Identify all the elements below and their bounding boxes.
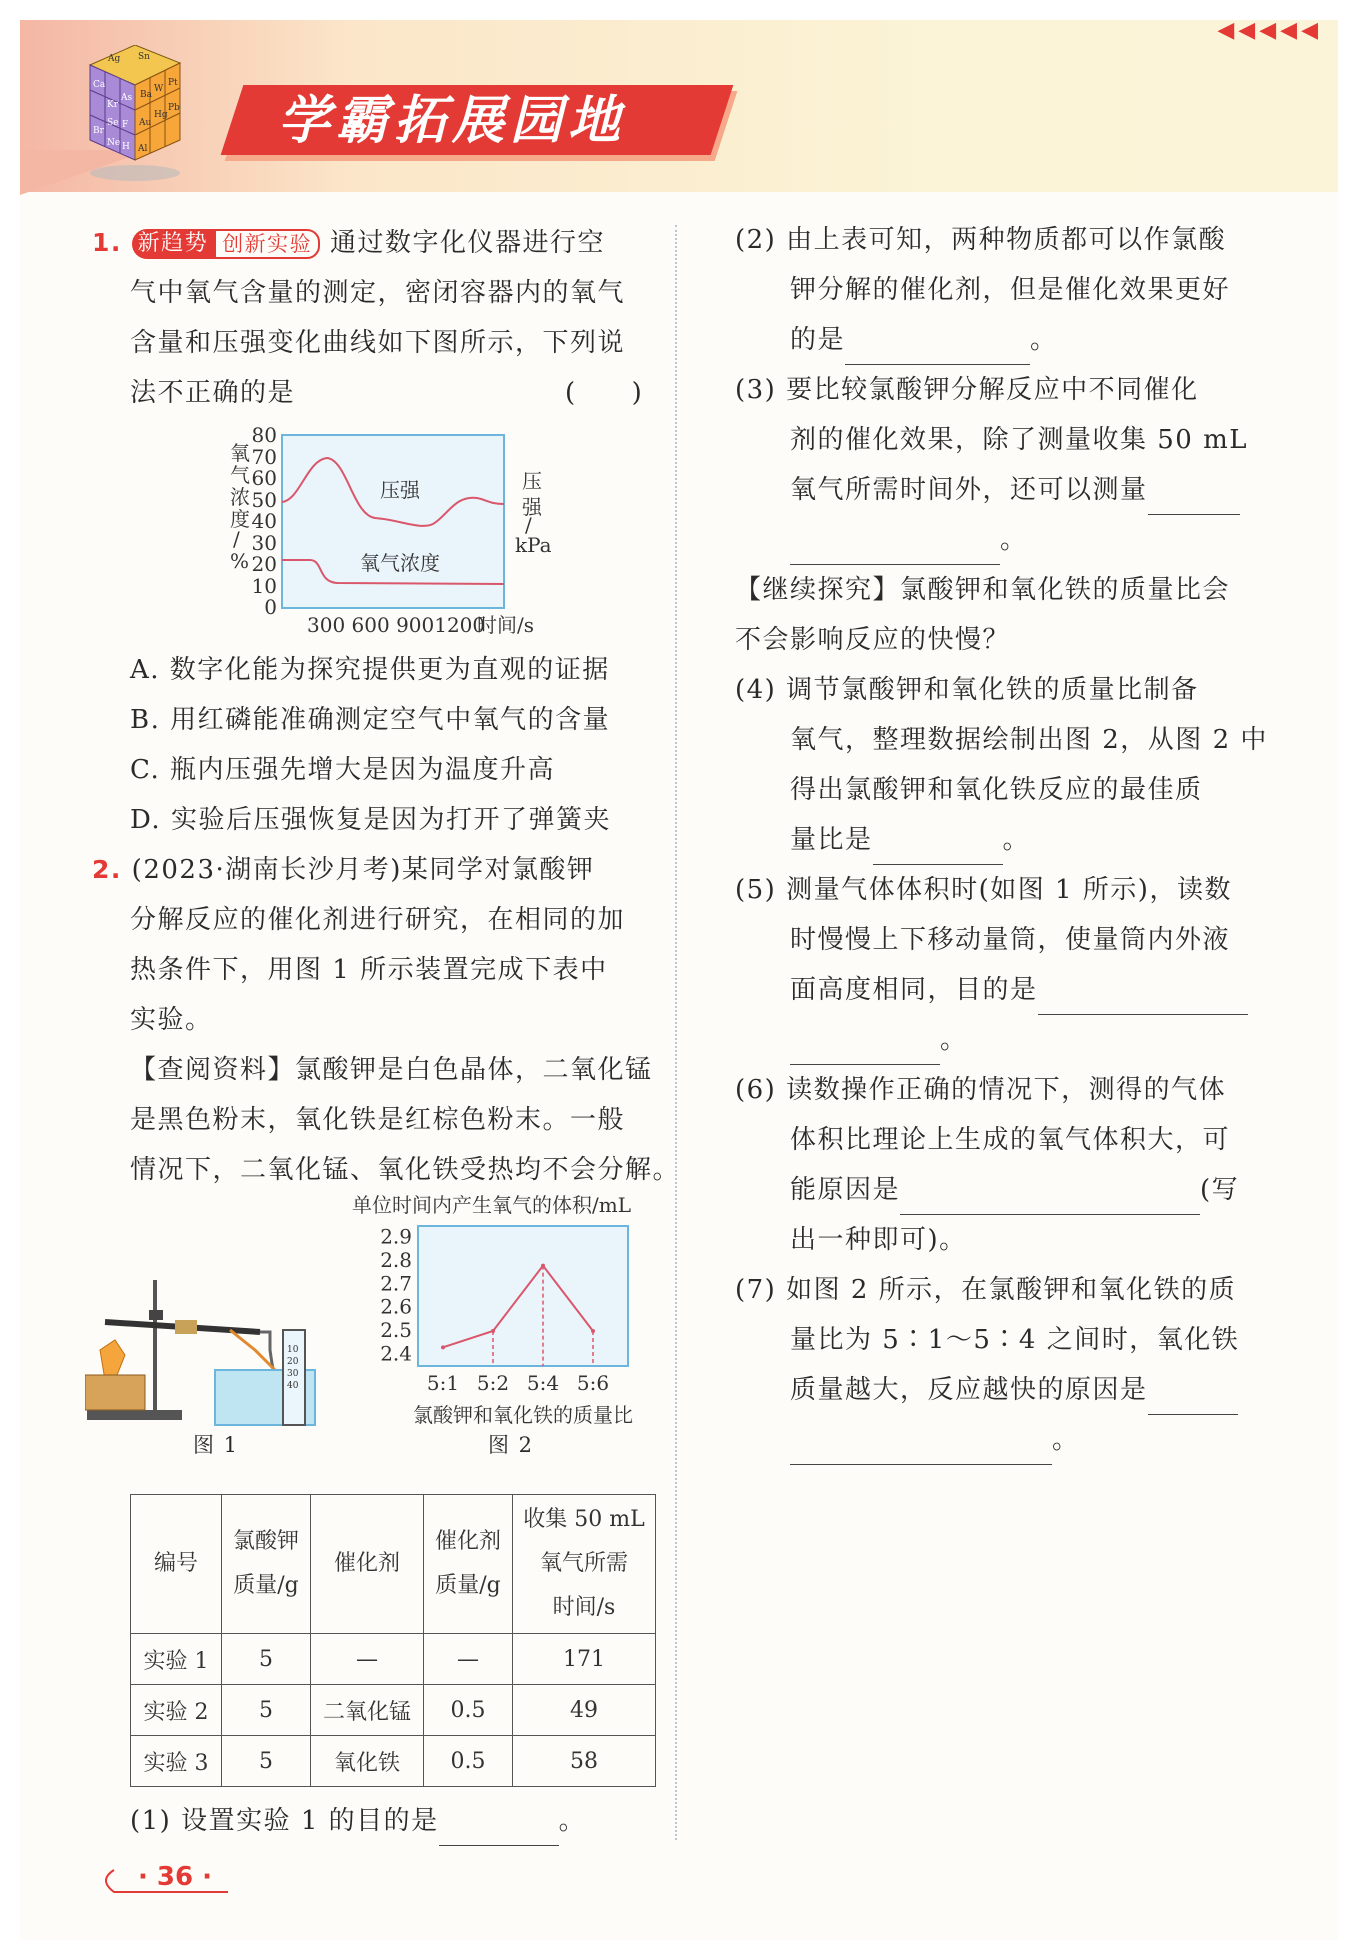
header-line: 催化剂 [333,1551,400,1576]
q2-text: 实验。 [130,1005,213,1035]
header-line: 时间/s [552,1595,616,1620]
y-left-label-char: % [230,549,250,573]
q2-sub5 [790,1015,968,1065]
q2-sub2-text: 的是 [790,325,846,355]
cube-element-label: Hg [154,110,168,120]
answer-blank[interactable] [1038,978,1248,1015]
answer-blank[interactable] [900,1178,1200,1215]
y-right-label-char: / [525,513,532,537]
q2-sub5-text: 面高度相同，目的是 [790,975,1038,1005]
q1-first-line [92,218,605,268]
reference-info: 【查阅资料】氯酸钾是白色晶体，二氧化锰 [130,1055,653,1085]
y-tick-label: 80 [251,423,277,447]
answer-blank[interactable] [1148,1378,1238,1415]
fig2-caption: 图 2 [488,1433,534,1457]
cube-element-label: Pt [168,78,178,88]
y-left-label [230,441,250,573]
q2-sub7-text: 质量越大，反应越快的原因是 [790,1375,1148,1405]
period: 。 [1002,825,1031,855]
answer-blank[interactable] [439,1809,559,1846]
q1-number: 1. [92,228,122,257]
period: 。 [558,1806,587,1836]
table-header-row [131,1495,656,1634]
q1-text: 法不正确的是 [130,378,296,408]
q1-option-a: A. 数字化能为探究提供更为直观的证据 [130,655,610,685]
q2-sub5 [790,965,1248,1015]
y-tick-label: 30 [251,531,277,555]
x-tick-label: 5:4 [526,1371,560,1395]
y-tick-label: 50 [251,488,277,512]
x-tick-label: 5:2 [476,1371,510,1395]
chart-title: 单位时间内产生氧气的体积/mL [352,1193,631,1217]
q1-text: 通过数字化仪器进行空 [329,228,605,258]
q2-sub2 [790,315,1058,365]
further-inquiry: 【继续探究】氯酸钾和氧化铁的质量比会 [735,575,1231,605]
experiment-table [130,1494,656,1787]
table-cell: 0.5 [424,1685,513,1736]
q2-text: 热条件下，用图 1 所示装置完成下表中 [130,955,608,985]
q1-option-d: D. 实验后压强恢复是因为打开了弹簧夹 [130,805,611,835]
q1-option-b: B. 用红磷能准确测定空气中氧气的含量 [130,705,611,735]
cube-element-label: Al [138,144,148,154]
table-cell: — [311,1634,424,1685]
q2-sub7 [790,1365,1238,1415]
header-line: 编号 [153,1551,198,1576]
y-tick-label: 2.7 [380,1271,412,1296]
y-left-label-char: 度 [230,507,250,531]
chart2-y-ticks [380,1225,412,1366]
y-tick-label: 70 [251,445,277,469]
cube-element-label: Sn [138,52,150,62]
x-axis-label: 时间/s [477,613,535,637]
cube-element-label: As [121,93,133,103]
table-cell: 实验 3 [131,1736,222,1787]
cylinder-scale: 20 [287,1357,299,1367]
y-tick-label: 20 [251,552,277,576]
y-left-label-char: 气 [230,463,250,487]
q2-sub5: (5) 测量气体体积时(如图 1 所示)，读数 [735,875,1232,905]
table-header-cell [424,1495,513,1634]
cube-element-label: Br [93,126,104,136]
answer-blank[interactable] [1148,478,1240,515]
q2-text: 分解反应的催化剂进行研究，在相同的加 [130,905,626,935]
q2-sub7 [790,1415,1080,1465]
reference-info: 情况下，二氧化锰、氧化铁受热均不会分解。 [130,1155,681,1185]
page-title: 学霸拓展园地 [278,91,627,151]
answer-blank[interactable] [790,1428,1052,1465]
table-cell: 0.5 [424,1736,513,1787]
answer-bracket: ( ) [565,378,644,408]
q2-sub4: (4) 调节氯酸钾和氧化铁的质量比制备 [735,675,1199,705]
x-tick-label: 5:1 [426,1371,460,1395]
element-cube-icon [70,45,200,185]
cube-element-label: Pb [168,103,180,113]
y-left-label-char: 浓 [230,485,250,509]
q2-text: (2023·湖南长沙月考)某同学对氯酸钾 [131,855,595,885]
table-header-cell [222,1495,311,1634]
y-right-label-char: 压 [522,469,542,493]
y-right-label [515,469,552,557]
header-line: 催化剂 [434,1529,501,1554]
q1-text: 气中氧气含量的测定，密闭容器内的氧气 [130,278,626,308]
table-row [131,1634,656,1685]
q2-sub1 [130,1796,586,1846]
period: 。 [1000,525,1028,555]
y-tick-label: 60 [251,466,277,490]
answer-blank[interactable] [873,828,1003,865]
cube-element-label: Ca [93,80,106,90]
table-header-cell [131,1495,222,1634]
period: 。 [1030,325,1058,355]
cube-element-label: Au [139,118,152,128]
q1-option-c: C. 瓶内压强先增大是因为温度升高 [130,755,555,785]
cube-element-label: Se [107,118,119,128]
table-cell: 58 [513,1736,656,1787]
y-left-label-char: 氧 [230,441,250,465]
y-tick-label: 2.9 [380,1224,412,1249]
x-tick-label: 5:6 [576,1371,610,1395]
header-line: 质量/g [435,1573,501,1598]
page-number: · 36 · [138,1862,213,1892]
lamp-flame [100,1340,125,1380]
q2-sub3 [790,465,1240,515]
column-divider [675,225,677,1840]
y-tick-label: 2.6 [380,1294,412,1319]
q2-sub6 [790,1165,1239,1215]
table-row [131,1736,656,1787]
q2-sub6-text: (写 [1200,1175,1240,1205]
table-cell: 实验 2 [131,1685,222,1736]
x-axis-label: 氯酸钾和氧化铁的质量比 [413,1403,633,1427]
oxygen-pressure-chart [215,420,575,640]
period: 。 [1052,1425,1080,1455]
cube-element-label: Ag [108,54,121,64]
cylinder-scale: 10 [287,1345,299,1355]
q2-sub5: 时慢慢上下移动量筒，使量筒内外液 [790,925,1231,955]
reference-info: 是黑色粉末，氧化铁是红棕色粉末。一般 [130,1105,626,1135]
cube-element-label: F [122,120,129,130]
y-tick-label: 10 [251,574,277,598]
y-tick-label: 2.8 [380,1248,412,1272]
q2-sub4 [790,815,1030,865]
y-tick-label: 2.5 [380,1318,412,1342]
q2-sub4: 得出氯酸钾和氧化铁反应的最佳质 [790,775,1203,805]
table-cell: 实验 1 [131,1634,222,1685]
header-line: 质量/g [233,1573,299,1598]
table-cell: 5 [222,1736,311,1787]
table-cell: 5 [222,1685,311,1736]
table-cell: 氧化铁 [311,1736,424,1787]
answer-blank[interactable] [790,528,1000,565]
stand-base [87,1410,182,1420]
chart1-y-ticks [252,423,277,619]
y-right-label-char: 强 [522,495,542,519]
fig1-caption: 图 1 [193,1433,239,1457]
data-point [591,1329,595,1333]
trend-badge: 新趋势 [132,229,215,259]
q2-sub3-text: 氧气所需时间外，还可以测量 [790,475,1148,505]
cube-element-label: W [154,84,164,94]
alcohol-lamp [85,1375,145,1410]
table-cell: — [424,1634,513,1685]
q2-number: 2. [92,855,122,884]
q2-sub7: (7) 如图 2 所示，在氯酸钾和氧化铁的质 [735,1275,1237,1305]
y-left-label-char: / [233,527,240,551]
cylinder-scale: 40 [287,1381,299,1391]
innovation-badge: 创新实验 [214,229,320,259]
table-header-cell [311,1495,424,1634]
q2-sub3: 剂的催化效果，除了测量收集 50 mL [790,425,1249,455]
data-point [491,1329,495,1333]
arrow-decoration-icon: ◀◀◀◀◀ [1217,18,1322,43]
catalyst-ratio-chart [340,1192,670,1432]
x-tick-labels: 300 600 9001200 [307,613,486,637]
data-point [541,1264,545,1268]
q2-sub3 [790,515,1028,565]
q2-sub4-text: 量比是 [790,825,873,855]
y-tick-label: 0 [264,595,277,619]
oxygen-curve-label: 氧气浓度 [360,551,440,575]
q2-sub2: 钾分解的催化剂，但是催化效果更好 [790,275,1231,305]
cube-element-label: H [122,142,130,152]
table-cell: 49 [513,1685,656,1736]
apparatus-figure [85,1270,330,1435]
y-right-label-char: kPa [515,533,552,557]
table-header-cell [513,1495,656,1634]
q2-sub6: (6) 读数操作正确的情况下，测得的气体 [735,1075,1227,1105]
chart2-x-ticks [427,1371,609,1395]
q2-sub2: (2) 由上表可知，两种物质都可以作氯酸 [735,225,1227,255]
table-cell: 二氧化锰 [311,1685,424,1736]
answer-blank[interactable] [845,328,1030,365]
header-line: 氧气所需 [539,1551,628,1576]
q2-sub6: 出一种即可)。 [790,1225,967,1255]
q2-sub7: 量比为 5∶1～5∶4 之间时，氧化铁 [790,1325,1240,1355]
q2-sub6-text: 能原因是 [790,1175,901,1205]
q2-sub1-text: (1) 设置实验 1 的目的是 [130,1806,439,1836]
data-point [441,1345,445,1349]
cylinder-scale: 30 [287,1369,299,1379]
period: 。 [940,1025,968,1055]
header-line: 收集 50 mL [523,1507,645,1532]
q2-sub6: 体积比理论上生成的氧气体积大，可 [790,1125,1231,1155]
cube-element-label: Ba [140,90,152,100]
cube-element-label: Ne [107,138,121,148]
y-tick-label: 40 [251,509,277,533]
table-cell: 171 [513,1634,656,1685]
cube-element-label: Kr [107,100,119,110]
y-tick-label: 2.4 [380,1341,412,1366]
answer-blank[interactable] [790,1028,940,1065]
q1-text: 含量和压强变化曲线如下图所示，下列说 [130,328,626,358]
further-inquiry: 不会影响反应的快慢？ [735,625,1011,655]
q2-sub3: (3) 要比较氯酸钾分解反应中不同催化 [735,375,1199,405]
q2-first-line [92,845,594,895]
pressure-curve-label: 压强 [380,478,420,502]
header-line: 氯酸钾 [232,1529,299,1554]
table-row [131,1685,656,1736]
q2-sub4: 氧气，整理数据绘制出图 2，从图 2 中 [790,725,1268,755]
table-cell: 5 [222,1634,311,1685]
